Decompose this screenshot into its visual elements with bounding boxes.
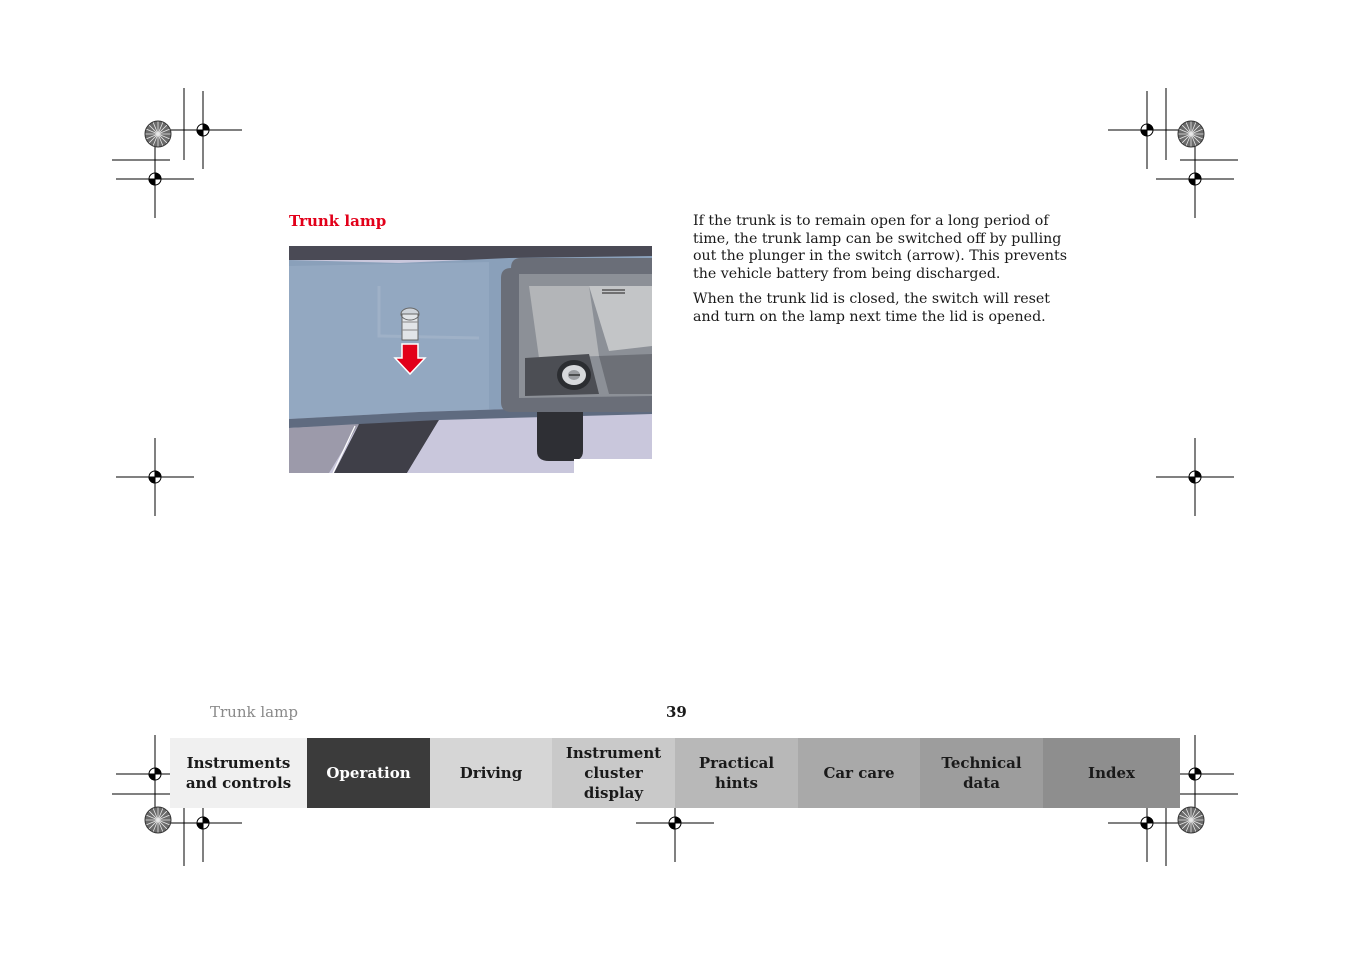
nav-tab-instrument-cluster-display[interactable]	[552, 738, 675, 808]
nav-tab-operation[interactable]	[307, 738, 430, 808]
starburst-mark	[145, 807, 171, 833]
trunk-lamp-illustration	[289, 246, 652, 473]
section-title: Trunk lamp	[289, 212, 387, 230]
nav-tab-label: Technical data	[941, 754, 1022, 792]
nav-tab-instruments-and-controls[interactable]	[170, 738, 307, 808]
starburst-mark	[145, 121, 171, 147]
chapter-nav-bar	[170, 738, 1180, 808]
nav-tab-label: Operation	[326, 764, 411, 782]
starburst-mark	[1178, 121, 1204, 147]
nav-tab-practical-hints[interactable]	[675, 738, 798, 808]
nav-tab-driving[interactable]	[430, 738, 552, 808]
body-paragraph: If the trunk is to remain open for a long period of time, the trunk lamp can be switched off by pulling out the plunger in the switch (arrow). This prevents the vehicle battery from being discharged.	[693, 213, 1068, 282]
nav-tab-label: Instruments and controls	[185, 754, 292, 792]
body-text	[693, 213, 1073, 335]
crosshair-mark	[1156, 438, 1234, 516]
crosshair-mark	[1156, 140, 1234, 218]
page-number: 39	[666, 703, 687, 721]
nav-tab-label: Car care	[823, 764, 895, 782]
crosshair-mark	[116, 438, 194, 516]
crosshair-mark	[116, 140, 194, 218]
crosshair-mark	[164, 91, 242, 169]
nav-tab-car-care[interactable]	[798, 738, 920, 808]
body-paragraph: When the trunk lid is closed, the switch will reset and turn on the lamp next time the lid is opened.	[693, 291, 1050, 325]
nav-tab-label: Instrument cluster display	[565, 744, 662, 802]
nav-tab-label: Index	[1088, 764, 1135, 782]
nav-tab-label: Driving	[459, 764, 523, 782]
nav-tab-label: Practical hints	[698, 754, 775, 792]
crosshair-mark	[1108, 91, 1186, 169]
starburst-mark	[1178, 807, 1204, 833]
nav-tab-index[interactable]	[1043, 738, 1180, 808]
nav-tab-technical-data[interactable]	[920, 738, 1043, 808]
footer-section-title: Trunk lamp	[210, 703, 298, 721]
